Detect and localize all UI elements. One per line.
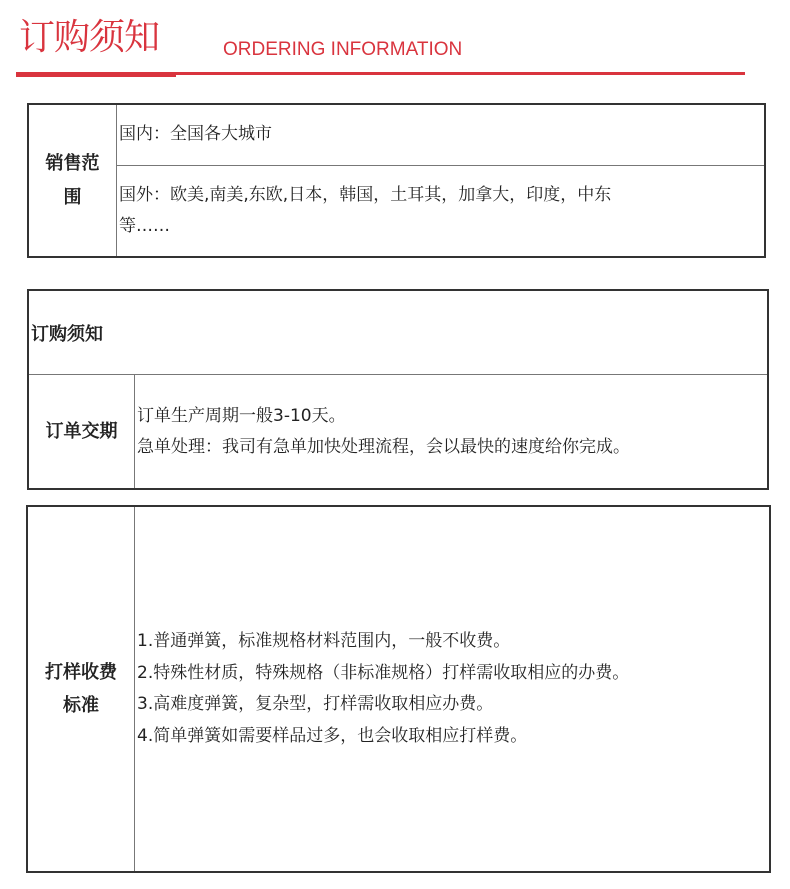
table-row xyxy=(28,290,768,375)
sample-fee-item: 4.简单弹簧如需要样品过多，也会收取相应打样费。 xyxy=(137,725,528,746)
sample-fee-item: 2.特殊性材质，特殊规格（非标准规格）打样需收取相应的办费。 xyxy=(137,662,630,683)
page-subtitle: ORDERING INFORMATION xyxy=(223,39,463,60)
sample-fee-item: 1.普通弹簧，标准规格材料范围内，一般不收费。 xyxy=(137,631,511,651)
sales-scope-table xyxy=(27,103,766,258)
page-title: 订购须知 xyxy=(19,17,160,58)
sample-fee-item: 3.高难度弹簧，复杂型，打样需收取相应办费。 xyxy=(137,694,494,714)
overseas-scope-text: 国外：欧美,南美,东欧,日本，韩国，土耳其，加拿大，印度，中东 xyxy=(119,184,612,205)
table-row xyxy=(28,375,768,490)
domestic-scope-cell xyxy=(117,104,766,165)
ordering-notice-table xyxy=(27,289,769,490)
label-line: 围 xyxy=(63,186,82,208)
sales-scope-label xyxy=(28,104,117,257)
table-row xyxy=(27,506,770,872)
sample-fee-content xyxy=(135,506,771,872)
label-line: 打样收费 xyxy=(45,662,117,683)
title-underline xyxy=(176,72,745,75)
table-row xyxy=(28,165,765,257)
delivery-line: 订单生产周期一般3-10天。 xyxy=(137,405,346,426)
overseas-scope-text-cont: 等…… xyxy=(119,215,170,236)
domestic-scope-text: 国内：全国各大城市 xyxy=(119,124,272,145)
delivery-content xyxy=(135,375,769,490)
sample-fee-table xyxy=(26,505,771,873)
label-line: 销售范 xyxy=(45,152,100,174)
sample-fee-label xyxy=(27,506,135,872)
table-row xyxy=(28,104,765,165)
delivery-label: 订单交期 xyxy=(28,375,135,490)
label-line: 标准 xyxy=(63,695,99,716)
title-underline-accent xyxy=(16,72,176,77)
rush-order-line: 急单处理：我司有急单加快处理流程，会以最快的速度给你完成。 xyxy=(137,436,630,457)
ordering-notice-heading: 订购须知 xyxy=(28,290,768,375)
overseas-scope-cell xyxy=(117,165,766,257)
